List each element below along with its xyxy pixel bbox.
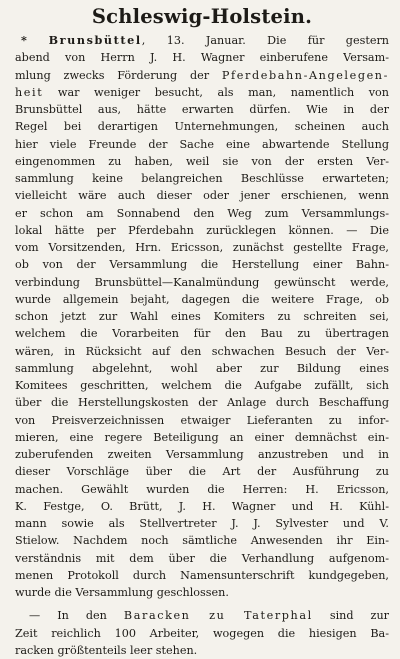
article-line <box>15 67 389 84</box>
section-headline: Schleswig-Holstein. <box>91 5 313 28</box>
article-line: von Preisverzeichnissen etwaiger Lieferanten zu infor- <box>15 413 389 427</box>
article-text: war weniger besucht, als man, namentlich von <box>43 85 389 99</box>
article-line: abend von Herrn J. H. Wagner einberufene Versam- <box>15 51 389 65</box>
article-line: menen Protokoll durch Namensunterschrift kundgegeben, <box>15 568 389 582</box>
article-line: machen. Gewählt wurden die Herren: H. Ericsson, <box>15 482 389 496</box>
article-line: verständnis mit dem über die Verhandlung aufgenom- <box>15 551 389 565</box>
article-line: wurde allgemein bejaht, dagegen die weitere Frage, ob <box>15 292 389 306</box>
article-line: schon jetzt zur Wahl eines Komiters zu schreiten sei, <box>15 310 389 323</box>
article-line: welchem die Vorarbeiten für den Bau zu übertragen <box>15 327 389 341</box>
article-line: Stielow. Nachdem noch sämtliche Anwesenden ihr Ein- <box>15 534 389 548</box>
article-line: lokal hätte per Pferdebahn zurücklegen können. — Die <box>15 223 389 237</box>
article-line: vielleicht wäre auch dieser oder jener erschienen, wenn <box>15 189 389 203</box>
article-line: sammlung keine belangreichen Beschlüsse erwarteten; <box>15 172 389 185</box>
article-line: sammlung abgelehnt, wohl aber zur Bildung eines <box>15 361 389 375</box>
article-line: über die Herstellungskosten der Anlage durch Beschaffung <box>15 396 389 410</box>
emphasis-text: Pferdebahn-Angelegen- <box>221 68 389 82</box>
article-text: — In den <box>29 609 124 623</box>
article-text: sind zur <box>312 609 389 623</box>
article-line: racken größtenteils leer stehen. <box>15 643 198 657</box>
article-line: hier viele Freunde der Sache eine abwartende Stellung <box>15 137 389 151</box>
article-taterphal <box>15 607 389 659</box>
article-brunsbuettel <box>15 32 389 601</box>
dateline-text: , 13. Januar. Die für gestern <box>141 34 389 47</box>
article-line: wären, in Rücksicht auf den schwachen Besuch der Ver- <box>15 344 389 358</box>
article-line: mieren, eine regere Beteiligung an einer demnächst ein- <box>15 430 389 444</box>
emphasis-text: heit <box>15 85 44 99</box>
emphasis-text: Baracken zu Taterphal <box>123 609 313 623</box>
article-line: vom Vorsitzenden, Hrn. Ericsson, zunächst gestellte Frage, <box>15 241 389 254</box>
article-line: mann sowie als Stellvertreter J. J. Sylvester und V. <box>15 517 389 530</box>
article-line: Regel bei derartigen Unternehmungen, scheinen auch <box>15 120 389 134</box>
article-line: dieser Vorschläge über die Art der Ausführung zu <box>15 465 389 479</box>
article-line: ob von der Versammlung die Herstellung einer Bahn- <box>15 258 389 272</box>
article-line: Brunsbüttel aus, hätte erwarten dürfen. Wie in der <box>15 103 389 116</box>
article-text: mlung zwecks Förderung der <box>15 68 222 82</box>
article-line: er schon am Sonnabend den Weg zum Versammlungs- <box>15 206 389 220</box>
dateline-place: Brunsbüttel <box>48 33 142 47</box>
article-line: K. Festge, O. Brütt, J. H. Wagner und H. Kühl- <box>15 499 389 513</box>
article-line <box>15 32 389 49</box>
article-line: eingenommen zu haben, weil sie von der ersten Ver- <box>15 154 389 168</box>
article-line <box>15 607 389 624</box>
article-line: verbindung Brunsbüttel—Kanalmündung gewünscht werde, <box>15 275 389 289</box>
article-line: wurde die Versammlung geschlossen. <box>15 586 229 599</box>
article-marker: * <box>21 33 49 47</box>
article-line: Zeit reichlich 100 Arbeiter, wogegen die hiesigen Ba- <box>15 626 389 640</box>
article-line: Komitees geschritten, welchem die Aufgabe zufällt, sich <box>15 379 389 392</box>
article-line: zuberufenden zweiten Versammlung anzustreben und in <box>15 448 389 461</box>
article-line <box>15 84 389 101</box>
